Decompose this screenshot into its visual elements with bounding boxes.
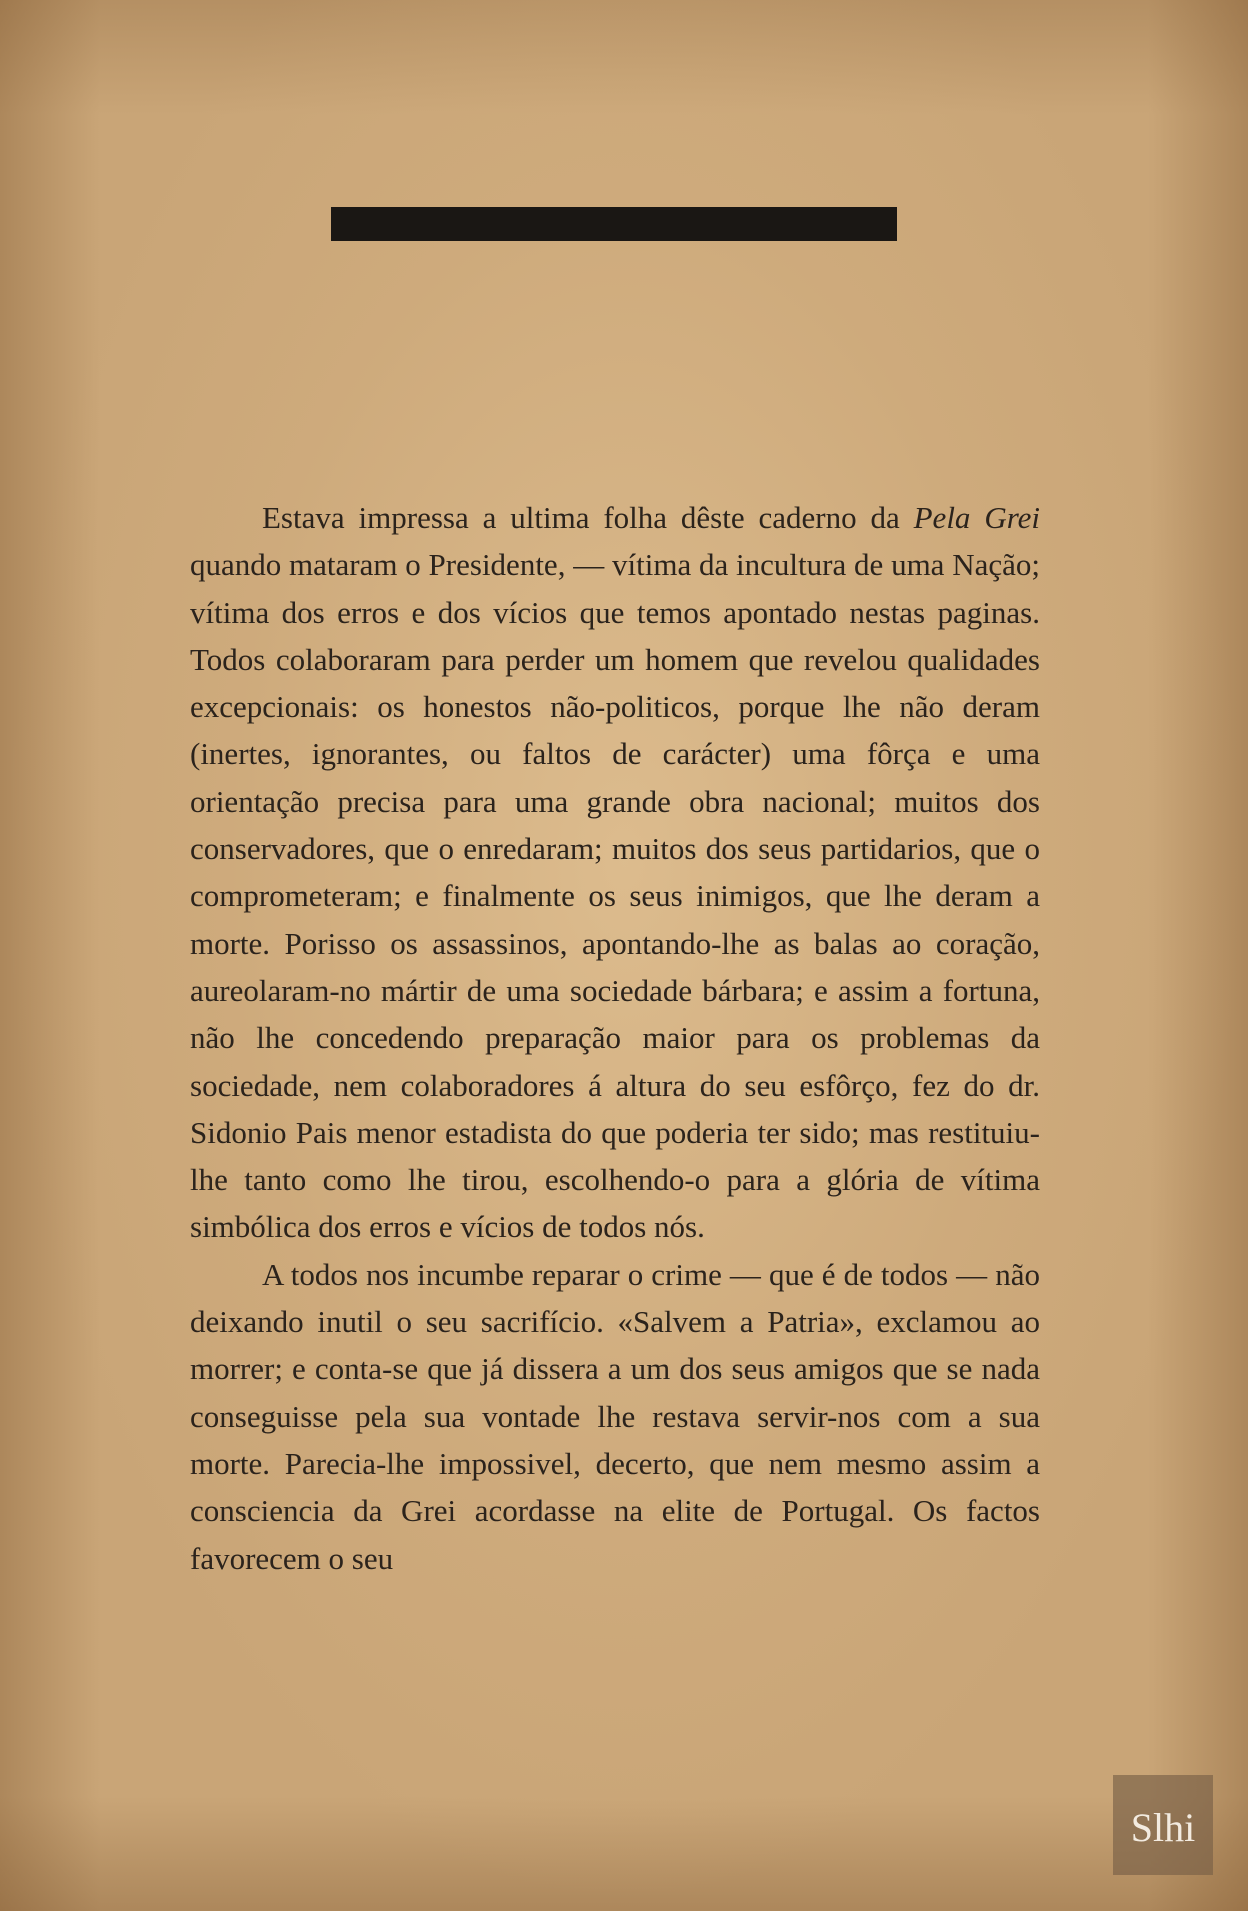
black-rule-bar (331, 207, 897, 241)
slhi-logo-text: Slhi (1130, 1805, 1196, 1850)
slhi-logo (1113, 1775, 1213, 1875)
paragraph-1-rest: quando mataram o Presidente, — vítima da incultura de uma Nação; vítima dos erros e dos vícios que temos apontado nestas paginas. Todos colaboraram para perder um homem que revelou qualidades excepcionais: os honestos não-politicos, porque lhe não deram (inertes, ignorantes, ou faltos de carácter) uma fôrça e uma orientação precisa para uma grande obra nacional; muitos dos conservadores, que o enredaram; muitos dos seus partidarios, que o comprometeram; e finalmente os seus inimigos, que lhe deram a morte. Porisso os assassinos, apontando-lhe as balas ao coração, aureolaram-no mártir de uma sociedade bárbara; e assim a fortuna, não lhe concedendo preparação maior para os problemas da sociedade, nem colaboradores á altura do seu esfôrço, fez do dr. Sidonio Pais menor estadista do que poderia ter sido; mas restituiu-lhe tanto como lhe tirou, escolhendo-o para a glória de vítima simbólica dos erros e vícios de todos nós. (190, 547, 1040, 1245)
paragraph-1 (190, 494, 1040, 1251)
paragraph-1-lead: Estava impressa a ultima folha dêste caderno da (262, 500, 914, 535)
slhi-logo-mark (1113, 1775, 1213, 1875)
paragraph-2: A todos nos incumbe reparar o crime — que é de todos — não deixando inutil o seu sacrifício. «Salvem a Patria», exclamou ao morrer; e conta-se que já dissera a um dos seus amigos que se nada conseguisse pela sua vontade lhe restava servir-nos com a sua morte. Parecia-lhe impossivel, decerto, que nem mesmo assim a consciencia da Grei acordasse na elite de Portugal. Os factos favorecem o seu (190, 1256, 1040, 1576)
paragraph-1-italic-title: Pela Grei (913, 500, 1040, 535)
body-text (190, 494, 1040, 1582)
